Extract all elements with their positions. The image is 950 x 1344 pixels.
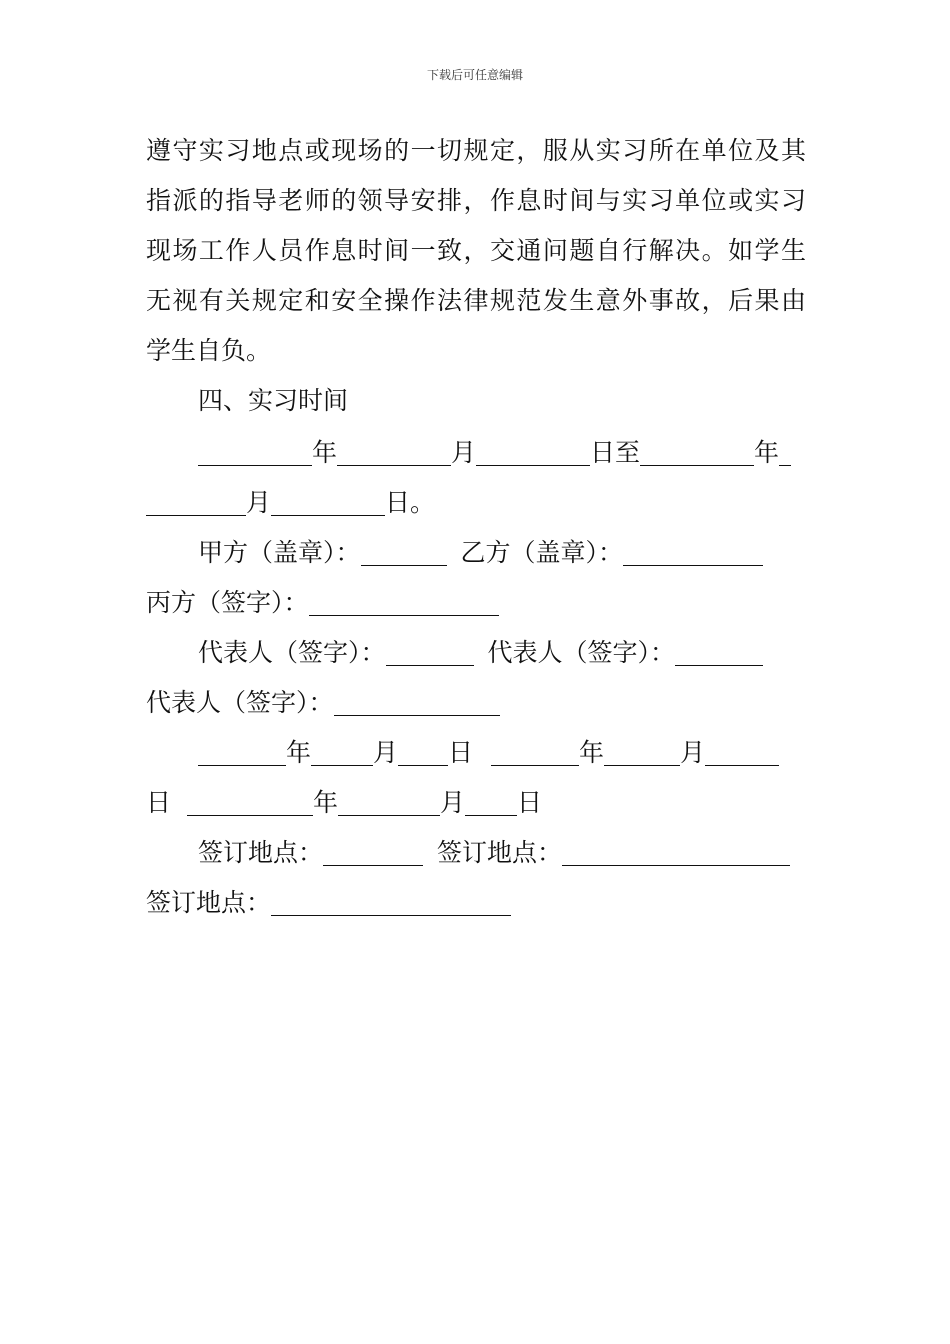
paragraph-line-4: 无视有关规定和安全操作法律规范发生意外事故，后果由 (146, 286, 806, 315)
paragraph-line-1: 遵守实习地点或现场的一切规定，服从实习所在单位及其 (146, 136, 806, 165)
date-line-2 (146, 776, 806, 826)
date-a-month-blank[interactable] (311, 745, 373, 766)
paragraph-line-2: 指派的指导老师的领导安排，作息时间与实习单位或实习 (146, 186, 806, 215)
party-c-sign-label: 丙方（签字）： (146, 588, 309, 617)
date-c-day-label: 日 (517, 788, 543, 817)
date-a-month-label: 月 (373, 738, 399, 767)
date-c-month-blank[interactable] (338, 795, 440, 816)
end-day-label: 日。 (385, 488, 436, 517)
section-title: 四、实习时间 (198, 386, 349, 415)
date-a-day-label: 日 (448, 738, 474, 767)
paragraph-line-3: 现场工作人员作息时间一致，交通问题自行解决。如学生 (146, 236, 806, 265)
period-line-1 (146, 426, 806, 476)
date-b-year-blank[interactable] (491, 745, 579, 766)
rep-b-sign-blank[interactable] (675, 645, 763, 666)
end-year-label: 年 (754, 438, 780, 467)
date-c-month-label: 月 (440, 788, 466, 817)
date-a-day-blank[interactable] (398, 745, 448, 766)
rep-c-sign-blank[interactable] (334, 695, 500, 716)
date-b-month-label: 月 (680, 738, 706, 767)
start-day-blank[interactable] (476, 445, 590, 466)
rep-b-sign-label: 代表人（签字）： (487, 638, 676, 667)
rep-line-1 (146, 626, 806, 676)
place-c-blank[interactable] (271, 895, 511, 916)
date-b-year-label: 年 (579, 738, 605, 767)
date-b-month-blank[interactable] (604, 745, 680, 766)
start-month-label: 月 (451, 438, 477, 467)
party-b-stamp-label: 乙方（盖章）： (460, 538, 624, 567)
page-header-note: 下载后可任意编辑 (426, 68, 523, 82)
date-c-day-blank[interactable] (465, 795, 517, 816)
period-line-2 (146, 476, 806, 526)
start-day-to-label: 日至 (590, 438, 641, 467)
party-a-stamp-blank[interactable] (361, 545, 447, 566)
start-month-blank[interactable] (337, 445, 451, 466)
place-line-1 (146, 826, 806, 876)
party-b-stamp-blank[interactable] (623, 545, 763, 566)
stamp-line (146, 526, 806, 576)
date-a-year-blank[interactable] (198, 745, 286, 766)
rep-c-sign-label: 代表人（签字）： (146, 688, 334, 717)
party-c-line (146, 576, 806, 626)
place-line-2 (146, 876, 806, 926)
rep-a-sign-label: 代表人（签字）： (198, 638, 386, 667)
party-c-sign-blank[interactable] (309, 595, 499, 616)
end-month-blank-start[interactable] (779, 445, 791, 466)
end-month-blank[interactable] (146, 495, 246, 516)
date-line-1 (146, 726, 806, 776)
place-b-blank[interactable] (562, 845, 790, 866)
rep-a-sign-blank[interactable] (386, 645, 474, 666)
paragraph-line-5: 学生自负。 (146, 336, 272, 365)
end-month-label: 月 (246, 488, 272, 517)
end-day-blank[interactable] (271, 495, 385, 516)
place-a-label: 签订地点： (198, 838, 324, 867)
date-c-year-label: 年 (313, 788, 339, 817)
start-year-label: 年 (312, 438, 338, 467)
place-c-label: 签订地点： (146, 888, 272, 917)
date-b-day-label: 日 (146, 788, 172, 817)
place-a-blank[interactable] (323, 845, 423, 866)
rep-line-2 (146, 676, 806, 726)
document-body (146, 126, 806, 926)
date-b-day-blank[interactable] (705, 745, 779, 766)
place-b-label: 签订地点： (437, 838, 563, 867)
date-c-year-blank[interactable] (187, 795, 313, 816)
date-a-year-label: 年 (286, 738, 312, 767)
end-year-blank[interactable] (640, 445, 754, 466)
party-a-stamp-label: 甲方（盖章）： (198, 538, 361, 567)
start-year-blank[interactable] (198, 445, 312, 466)
